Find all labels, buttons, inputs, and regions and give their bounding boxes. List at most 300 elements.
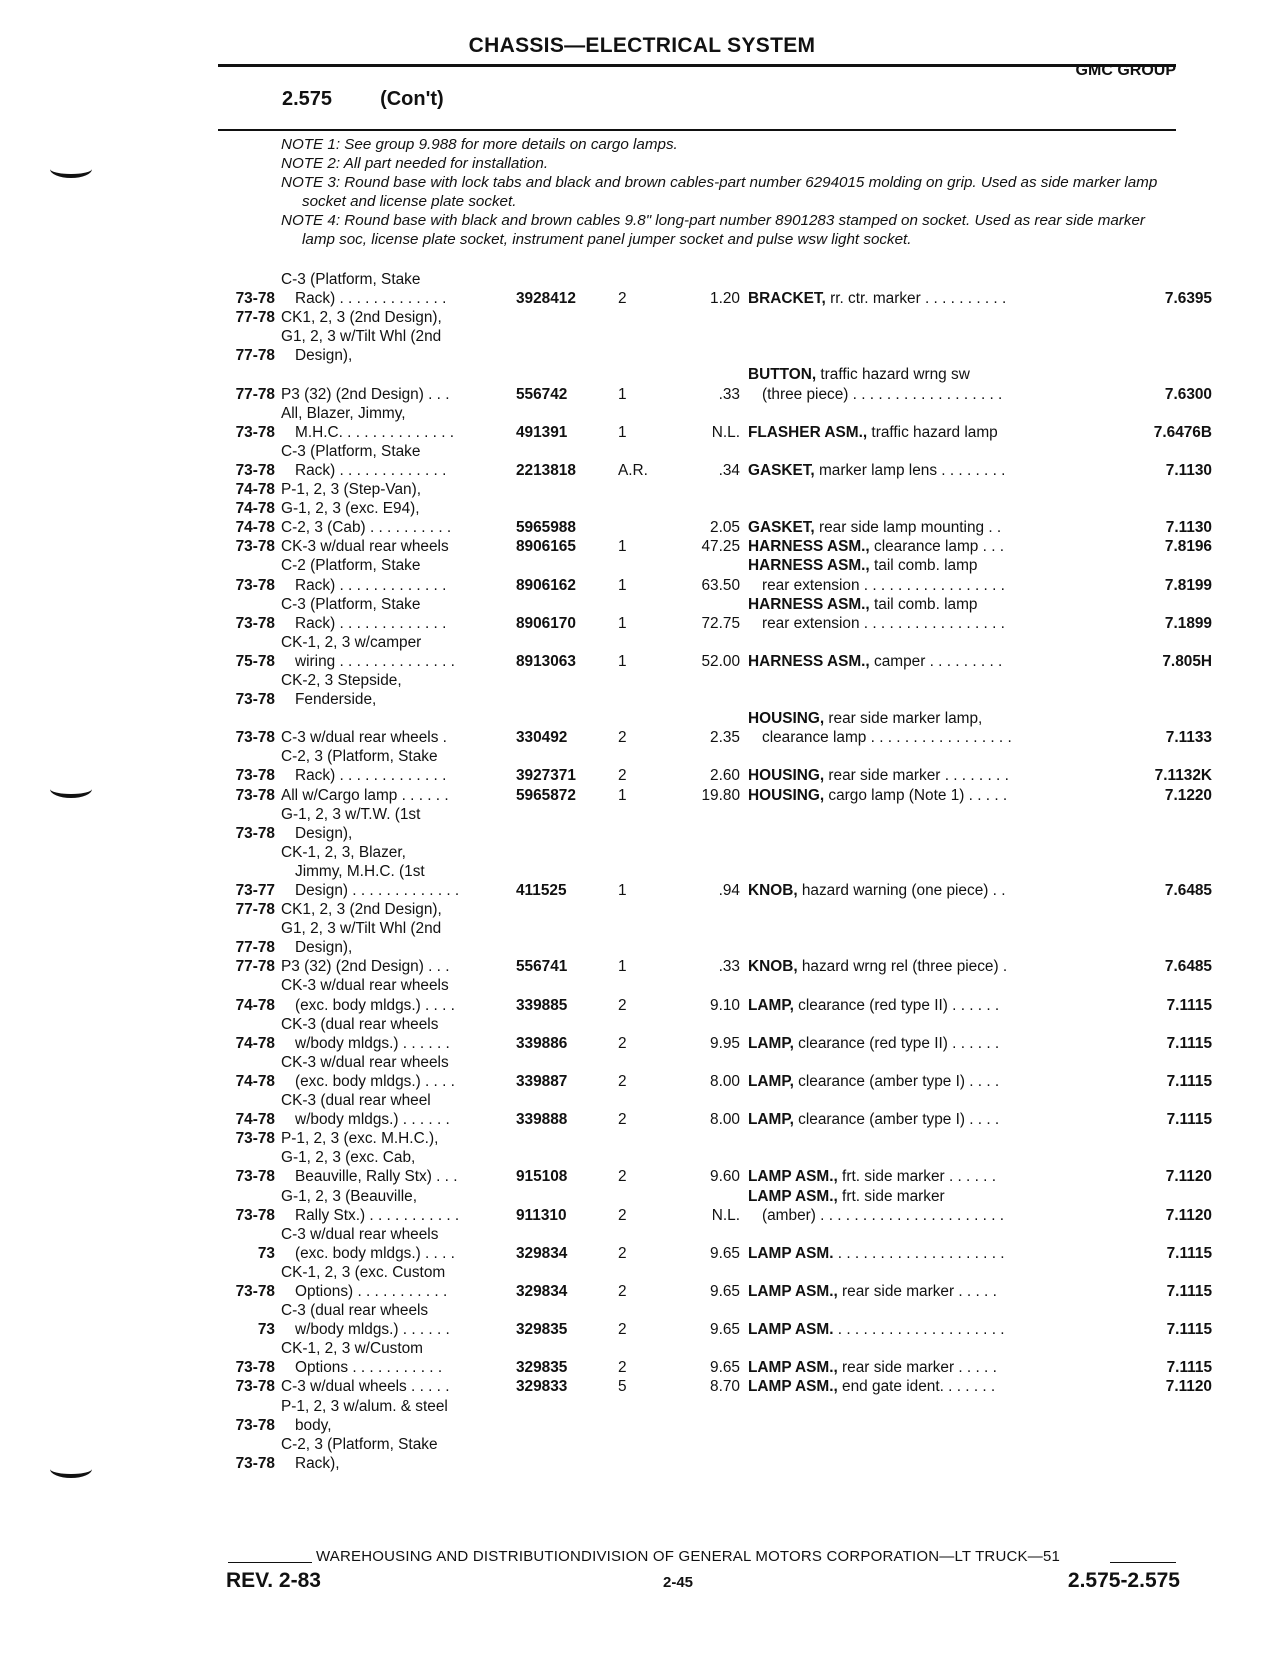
row-model: CK-3 w/dual rear wheels (exc. body mldgs.) . . . . [281,1053,455,1090]
row-part-number: 329835 [516,1359,568,1377]
row-price: 9.65 [710,1282,740,1300]
row-description-detail: traffic hazard wrng sw (three piece) . . . . . . . . . . . . . . . . . . [762,366,1003,403]
row-years: 73-78 [235,786,275,804]
row-group-code: 7.8196 [1164,538,1212,556]
row-description-name: LAMP ASM. [748,1244,834,1262]
row-model: G1, 2, 3 w/Tilt Whl (2nd Design), [281,328,442,365]
table-row [0,1053,1284,1091]
row-description [748,1167,1112,1186]
row-group-code: 7.6485 [1164,882,1212,899]
row-description-detail: hazard warning (one piece) . . [797,882,1006,899]
row-years: 73-78 [235,538,275,556]
row-description [748,1358,1112,1377]
table-row [0,747,1284,785]
row-quantity: 2 [618,1034,627,1052]
row-description-detail: cargo lamp (Note 1) . . . . . [824,786,1008,804]
row-part-number: 8913063 [516,652,576,670]
row-years: 75-78 [235,652,275,670]
row-description-name: LAMP ASM., [748,1378,838,1396]
row-quantity: 1 [618,385,627,403]
row-years: 73-78 [235,423,275,441]
row-years: 77-78 [235,309,275,327]
row-quantity: 2 [618,1282,627,1300]
section-range: 2.575-2.575 [1067,1569,1180,1592]
row-quantity: 1 [618,652,627,670]
row-description-detail: clearance (red type II) . . . . . . [793,1034,1000,1052]
table-row [0,709,1284,747]
row-model: All, Blazer, Jimmy, M.H.C. . . . . . . . . . . . . . [281,404,455,441]
row-price: 47.25 [701,538,740,556]
parts-table [0,270,1284,1473]
row-part-number: 556742 [516,385,568,403]
row-description-detail: rear side marker . . . . . [837,1359,997,1377]
row-quantity: 1 [618,538,627,556]
row-description-detail: camper . . . . . . . . . [869,652,1003,670]
row-model: G-1, 2, 3 w/T.W. (1st Design), [281,805,421,842]
row-group-code: 7.6476B [1153,423,1212,441]
row-description-detail: clearance (red type II) . . . . . . [793,996,1000,1014]
row-group-code: 7.1120 [1165,1206,1212,1224]
row-model: C-3 w/dual wheels . . . . . [281,1378,450,1396]
table-row [0,843,1284,900]
row-years: 73-78 [235,691,275,709]
row-group-code: 7.1115 [1166,1321,1212,1339]
table-row [0,537,1284,556]
row-model: P-1, 2, 3 (exc. M.H.C.), [281,1130,439,1148]
row-part-number: 5965988 [516,519,576,537]
row-description [748,365,1112,403]
row-model: P-1, 2, 3 (Step-Van), [281,481,422,499]
row-description [748,423,1112,442]
row-part-number: 339885 [516,996,568,1014]
table-row [0,556,1284,594]
row-part-number: 339888 [516,1111,568,1129]
row-years: 73-78 [235,1359,275,1377]
row-description-detail: tail comb. lamp rear extension . . . . . . . . . . . . . . . . . [762,595,1005,632]
table-row [0,786,1284,805]
row-model: C-3 (Platform, Stake Rack) . . . . . . . . . . . . . [281,442,447,479]
section-number: 2.575 [282,88,333,110]
row-description-name: HOUSING, [748,710,825,728]
row-description [748,1282,1112,1301]
footer-text: WAREHOUSING AND DISTRIBUTIONDIVISION OF GENERAL MOTORS CORPORATION—LT TRUCK—51 [316,1548,1061,1565]
row-description-detail: . . . . . . . . . . . . . . . . . . . . [833,1244,1005,1262]
row-quantity: 2 [618,1072,627,1090]
table-row [0,442,1284,480]
table-row [0,1377,1284,1396]
row-years: 74-78 [235,481,275,499]
row-years: 73-78 [235,729,275,747]
row-description-name: LAMP, [748,1034,794,1052]
table-row [0,1339,1284,1377]
row-description-name: HARNESS ASM., [748,557,870,575]
row-description [748,1187,1112,1225]
row-description-name: LAMP ASM. [748,1321,834,1339]
row-years: 73 [257,1321,275,1339]
row-price: 72.75 [701,614,740,632]
row-part-number: 2213818 [516,461,576,479]
table-row [0,1091,1284,1129]
note-1: NOTE 1: See group 9.988 for more details on cargo lamps. [281,136,678,153]
row-group-code: 7.1115 [1166,1072,1212,1090]
table-row [0,595,1284,633]
page-number: 2-45 [663,1574,694,1591]
row-model: CK-3 (dual rear wheels w/body mldgs.) . . . . . . [281,1015,450,1052]
row-years: 73-77 [235,882,275,899]
row-price: 2.60 [710,767,740,785]
row-quantity: A.R. [618,461,648,479]
row-description-name: LAMP, [748,996,794,1014]
table-row [0,308,1284,327]
row-group-code: 7.1132K [1154,767,1212,785]
note-4: NOTE 4: Round base with black and brown cables 9.8" long-part number 8901283 stamped on socket. Used as rear side marker lamp soc, license plate socket, instrument panel jumper socket and pulse wsw light socket. [281,212,1145,248]
row-group-code: 7.6395 [1164,290,1212,308]
row-description [748,957,1112,976]
row-group-code: 7.1130 [1165,461,1212,479]
row-group-code: 7.1133 [1165,729,1212,747]
row-years: 73-78 [235,824,275,842]
row-years: 77-78 [235,939,275,957]
row-years: 73-78 [235,1454,275,1472]
table-row [0,1148,1284,1186]
row-description-name: BUTTON, [748,366,817,384]
row-years: 73-78 [235,1416,275,1434]
row-years: 73-78 [235,1130,275,1148]
row-model: P3 (32) (2nd Design) . . . [281,958,450,976]
row-years: 77-78 [235,901,275,919]
row-part-number: 5965872 [516,786,576,804]
row-price: N.L. [711,1206,740,1224]
row-description [748,996,1112,1015]
row-quantity: 1 [618,423,627,441]
row-description [748,556,1112,594]
row-years: 77-78 [235,385,275,403]
row-price: 9.65 [710,1244,740,1262]
row-model: CK-2, 3 Stepside, Fenderside, [281,671,402,709]
row-description-name: FLASHER ASM., [748,423,868,441]
row-years: 73-78 [235,1168,275,1186]
row-description [748,1244,1112,1263]
table-row [0,1129,1284,1148]
row-years: 74-78 [235,1111,275,1129]
table-row [0,1263,1284,1301]
row-description [748,461,1112,480]
row-years: 77-78 [235,347,275,365]
row-description-detail: rr. ctr. marker . . . . . . . . . . [825,290,1007,308]
row-description [748,595,1112,633]
row-price: 9.65 [710,1359,740,1377]
row-description-name: KNOB, [748,958,798,976]
row-price: .34 [718,461,740,479]
binder-hole-mark [50,1460,92,1478]
header-rule [218,64,1176,67]
row-description-name: LAMP ASM., [748,1168,838,1186]
row-price: 1.20 [710,290,740,308]
row-price: .33 [718,958,740,976]
row-part-number: 8906162 [516,576,576,594]
table-row [0,671,1284,709]
row-description-name: LAMP, [748,1072,794,1090]
row-part-number: 330492 [516,729,568,747]
row-part-number: 3927371 [516,767,576,785]
row-price: 9.60 [710,1168,740,1186]
row-group-code: 7.1130 [1165,519,1212,537]
row-description [748,1377,1112,1396]
row-quantity: 1 [618,786,627,804]
row-quantity: 2 [618,729,627,747]
table-row [0,365,1284,403]
row-years: 73 [257,1244,275,1262]
row-group-code: 7.6300 [1164,385,1212,403]
row-years: 73-78 [235,1378,275,1396]
table-row [0,270,1284,308]
row-years: 73-78 [235,614,275,632]
row-price: 9.65 [710,1321,740,1339]
row-description-name: HOUSING, [748,786,825,804]
row-description-name: HOUSING, [748,767,825,785]
row-price: 8.00 [710,1072,740,1090]
row-quantity: 1 [618,576,627,594]
row-description-name: KNOB, [748,882,798,899]
row-group-code: 7.1120 [1165,1378,1212,1396]
row-price: 2.05 [710,519,740,537]
row-years: 73-78 [235,576,275,594]
row-quantity: 2 [618,290,627,308]
row-model: C-2, 3 (Platform, Stake Rack) . . . . . . . . . . . . . [281,748,447,785]
row-description [748,881,1112,900]
row-years: 73-78 [235,461,275,479]
row-model: P3 (32) (2nd Design) . . . [281,385,450,403]
row-price: .33 [718,385,740,403]
table-row [0,499,1284,518]
row-description-detail: frt. side marker . . . . . . [837,1168,996,1186]
row-description-name: GASKET, [748,519,815,537]
row-quantity: 2 [618,996,627,1014]
row-group-code: 7.805H [1162,652,1212,670]
row-model: C-2, 3 (Cab) . . . . . . . . . . [281,519,452,537]
row-part-number: 491391 [516,423,568,441]
row-description [748,1110,1112,1129]
row-quantity: 1 [618,882,627,899]
row-price: 8.00 [710,1111,740,1129]
row-description-detail: rear side marker . . . . . . . . [824,767,1009,785]
row-quantity: 2 [618,1206,627,1224]
row-description-detail: clearance (amber type I) . . . . [793,1072,1000,1090]
row-price: 63.50 [701,576,740,594]
row-description [748,537,1112,556]
row-group-code: 7.1115 [1166,996,1212,1014]
row-model: C-2 (Platform, Stake Rack) . . . . . . . . . . . . . [281,557,447,594]
row-group-code: 7.6485 [1164,958,1212,976]
row-part-number: 339887 [516,1072,568,1090]
row-description-name: GASKET, [748,461,815,479]
table-row [0,1015,1284,1053]
row-years: 74-78 [235,519,275,537]
row-quantity: 1 [618,958,627,976]
row-description-name: LAMP ASM., [748,1187,838,1205]
row-years: 73-78 [235,767,275,785]
row-description-detail: end gate ident. . . . . . . [837,1378,996,1396]
row-model: CK-3 w/dual rear wheels (exc. body mldgs.) . . . . [281,977,455,1014]
row-description [748,1072,1112,1091]
table-row [0,957,1284,976]
row-description-name: HARNESS ASM., [748,652,870,670]
row-group-code: 7.1115 [1166,1282,1212,1300]
row-years: 74-78 [235,1072,275,1090]
table-row [0,1225,1284,1263]
table-row [0,900,1284,919]
row-part-number: 556741 [516,958,568,976]
row-description-detail: rear side marker . . . . . [837,1282,997,1300]
row-model: All w/Cargo lamp . . . . . . [281,786,449,804]
row-years: 74-78 [235,1034,275,1052]
row-model: CK-1, 2, 3 (exc. Custom Options) . . . . . . . . . . . [281,1263,448,1300]
row-group-code: 7.1115 [1166,1034,1212,1052]
row-description-name: HARNESS ASM., [748,595,870,613]
footer-rule-left [228,1562,312,1563]
group-label: GMC GROUP [1075,62,1176,79]
row-description [748,786,1112,805]
row-description-name: LAMP ASM., [748,1359,838,1377]
row-model: G1, 2, 3 w/Tilt Whl (2nd Design), [281,920,442,957]
row-part-number: 8906170 [516,614,576,632]
binder-hole-mark [50,780,92,798]
table-row [0,805,1284,843]
row-quantity: 2 [618,1359,627,1377]
row-description-detail: rear side lamp mounting . . [814,519,1002,537]
section-heading [282,88,444,111]
row-description-name: LAMP ASM., [748,1282,838,1300]
row-description-name: BRACKET, [748,290,826,308]
row-quantity: 2 [618,767,627,785]
row-description-detail: traffic hazard lamp [867,423,998,441]
row-quantity: 2 [618,1111,627,1129]
table-row [0,1435,1284,1473]
binder-hole-mark [50,160,92,178]
row-model: C-3 (Platform, Stake Rack) . . . . . . . . . . . . . [281,271,447,308]
table-row [0,404,1284,442]
row-model: CK1, 2, 3 (2nd Design), [281,309,442,327]
row-model: P-1, 2, 3 w/alum. & steel body, [281,1397,448,1434]
row-description [748,652,1112,671]
row-group-code: 7.1115 [1166,1111,1212,1129]
row-part-number: 329835 [516,1321,568,1339]
row-model: C-2, 3 (Platform, Stake Rack), [281,1435,438,1472]
row-model: CK-1, 2, 3, Blazer, Jimmy, M.H.C. (1st Design) . . . . . . . . . . . . . [281,843,460,899]
row-part-number: 329834 [516,1244,568,1262]
row-quantity: 2 [618,1321,627,1339]
row-years: 77-78 [235,958,275,976]
row-part-number: 8906165 [516,538,576,556]
row-years: 73-78 [235,290,275,308]
row-model: CK-1, 2, 3 w/camper wiring . . . . . . . . . . . . . . [281,633,455,670]
row-years: 73-78 [235,1282,275,1300]
row-part-number: 329834 [516,1282,568,1300]
table-row [0,1187,1284,1225]
row-model: G-1, 2, 3 (Beauville, Rally Stx.) . . . . . . . . . . . [281,1187,460,1224]
row-price: 52.00 [701,652,740,670]
table-row [0,327,1284,365]
row-description [748,1034,1112,1053]
row-years: 73-78 [235,1206,275,1224]
row-group-code: 7.1899 [1164,614,1212,632]
row-model: CK-3 w/dual rear wheels [281,538,449,556]
row-price: 2.35 [710,729,740,747]
table-row [0,633,1284,671]
row-description-detail: frt. side marker (amber) . . . . . . . . . . . . . . . . . . . . . . [762,1187,1005,1224]
row-price: 19.80 [701,786,740,804]
row-description [748,289,1112,308]
row-group-code: 7.1115 [1166,1244,1212,1262]
table-row [0,1301,1284,1339]
row-description-detail: clearance (amber type I) . . . . [793,1111,1000,1129]
row-model: C-3 w/dual rear wheels (exc. body mldgs.) . . . . [281,1225,455,1262]
row-description-detail: rear side marker lamp, clearance lamp . . . . . . . . . . . . . . . . . [762,710,1012,747]
row-description-detail: marker lamp lens . . . . . . . . [814,461,1006,479]
row-model: CK-1, 2, 3 w/Custom Options . . . . . . . . . . . [281,1340,443,1377]
table-row [0,480,1284,499]
row-years: 74-78 [235,500,275,518]
row-description [748,709,1112,747]
row-quantity: 2 [618,1168,627,1186]
table-row [0,919,1284,957]
row-part-number: 915108 [516,1168,568,1186]
row-group-code: 7.1220 [1164,786,1212,804]
row-model: CK-3 (dual rear wheel w/body mldgs.) . . . . . . [281,1092,450,1129]
row-quantity: 1 [618,614,627,632]
row-price: N.L. [711,423,740,441]
row-price: 9.10 [710,996,740,1014]
section-continued: (Con't) [380,88,444,110]
table-row [0,976,1284,1014]
row-price: 9.95 [710,1034,740,1052]
row-group-code: 7.1115 [1166,1359,1212,1377]
row-part-number: 411525 [516,882,567,899]
row-group-code: 7.8199 [1164,576,1212,594]
row-quantity: 5 [618,1378,627,1396]
notes-block [281,135,1171,249]
row-years: 74-78 [235,996,275,1014]
row-description-name: LAMP, [748,1111,794,1129]
row-description-detail: tail comb. lamp rear extension . . . . . . . . . . . . . . . . . [762,557,1005,594]
note-3: NOTE 3: Round base with lock tabs and black and brown cables-part number 6294015 molding on grip. Used as side marker lamp socket and license plate socket. [281,174,1158,210]
row-model: G-1, 2, 3 (exc. Cab, Beauville, Rally Stx) . . . [281,1149,458,1186]
row-part-number: 329833 [516,1378,568,1396]
row-description-name: HARNESS ASM., [748,538,870,556]
table-row [0,518,1284,537]
row-model: C-3 w/dual rear wheels . [281,729,447,747]
row-description-detail: clearance lamp . . . [869,538,1005,556]
section-rule [218,129,1176,131]
row-model: C-3 (dual rear wheels w/body mldgs.) . . . . . . [281,1302,450,1339]
row-model: CK1, 2, 3 (2nd Design), [281,901,442,919]
row-description [748,1320,1112,1339]
row-description-detail: . . . . . . . . . . . . . . . . . . . . [833,1321,1005,1339]
row-description [748,518,1112,537]
row-quantity: 2 [618,1244,627,1262]
row-part-number: 3928412 [516,290,576,308]
row-model: G-1, 2, 3 (exc. E94), [281,500,420,518]
row-model: C-3 (Platform, Stake Rack) . . . . . . . . . . . . . [281,595,447,632]
row-part-number: 339886 [516,1034,568,1052]
row-price: 8.70 [710,1378,740,1396]
note-2: NOTE 2: All part needed for installation. [281,155,549,172]
row-part-number: 911310 [516,1206,567,1224]
row-group-code: 7.1120 [1165,1168,1212,1186]
table-row [0,1397,1284,1435]
revision-label: REV. 2-83 [226,1569,321,1592]
page-title: CHASSIS—ELECTRICAL SYSTEM [468,34,816,57]
